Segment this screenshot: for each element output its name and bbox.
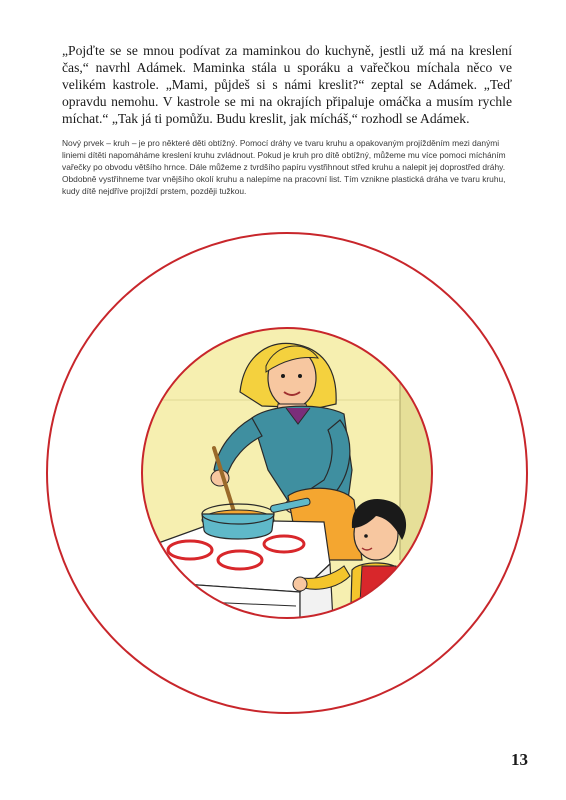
- teacher-note: Nový prvek – kruh – je pro některé děti obtížný. Pomocí dráhy ve tvaru kruhu a opakovaným projížděním mezi danými liniemi dítěti napomáháme kreslení kruhu zvládnout. Pokud je kruh pro dítě obtížný, můžeme mu více pomoci mícháním vařečky po obvodu většího hrnce. Dále můžeme z tvrdšího papíru vystřihnout střed kruhu a nalepit jej doprostřed dráhy. Obdobně vystřihneme tvar vnějšího okolí kruhu a nalepíme na pracovní list. Tím vznikne plastická dráha ve tvaru kruhu, kudy dítě nejdříve projíždí prstem, později tužkou.: [62, 138, 506, 196]
- story-paragraph: „Pojďte se se mnou podívat za maminkou do kuchyně, jestli už má na kreslení čas,“ navrhl Adámek. Maminka stála u sporáku a vařečkou míchala něco ve velikém kastrole. „Mami, půjdeš si s námi kreslit?“ zeptal se Adámek. „Teď opravdu nemohu. V kastrole se mi na okrajích připaluje omáčka a musím rychle míchat.“ „Tak já ti pomůžu. Budu kreslit, jak mícháš,“ rozhodl se Adámek.: [62, 43, 512, 126]
- wall-corner-shade: [400, 320, 450, 640]
- kitchen-scene: [130, 320, 450, 640]
- page-number: 13: [511, 750, 528, 769]
